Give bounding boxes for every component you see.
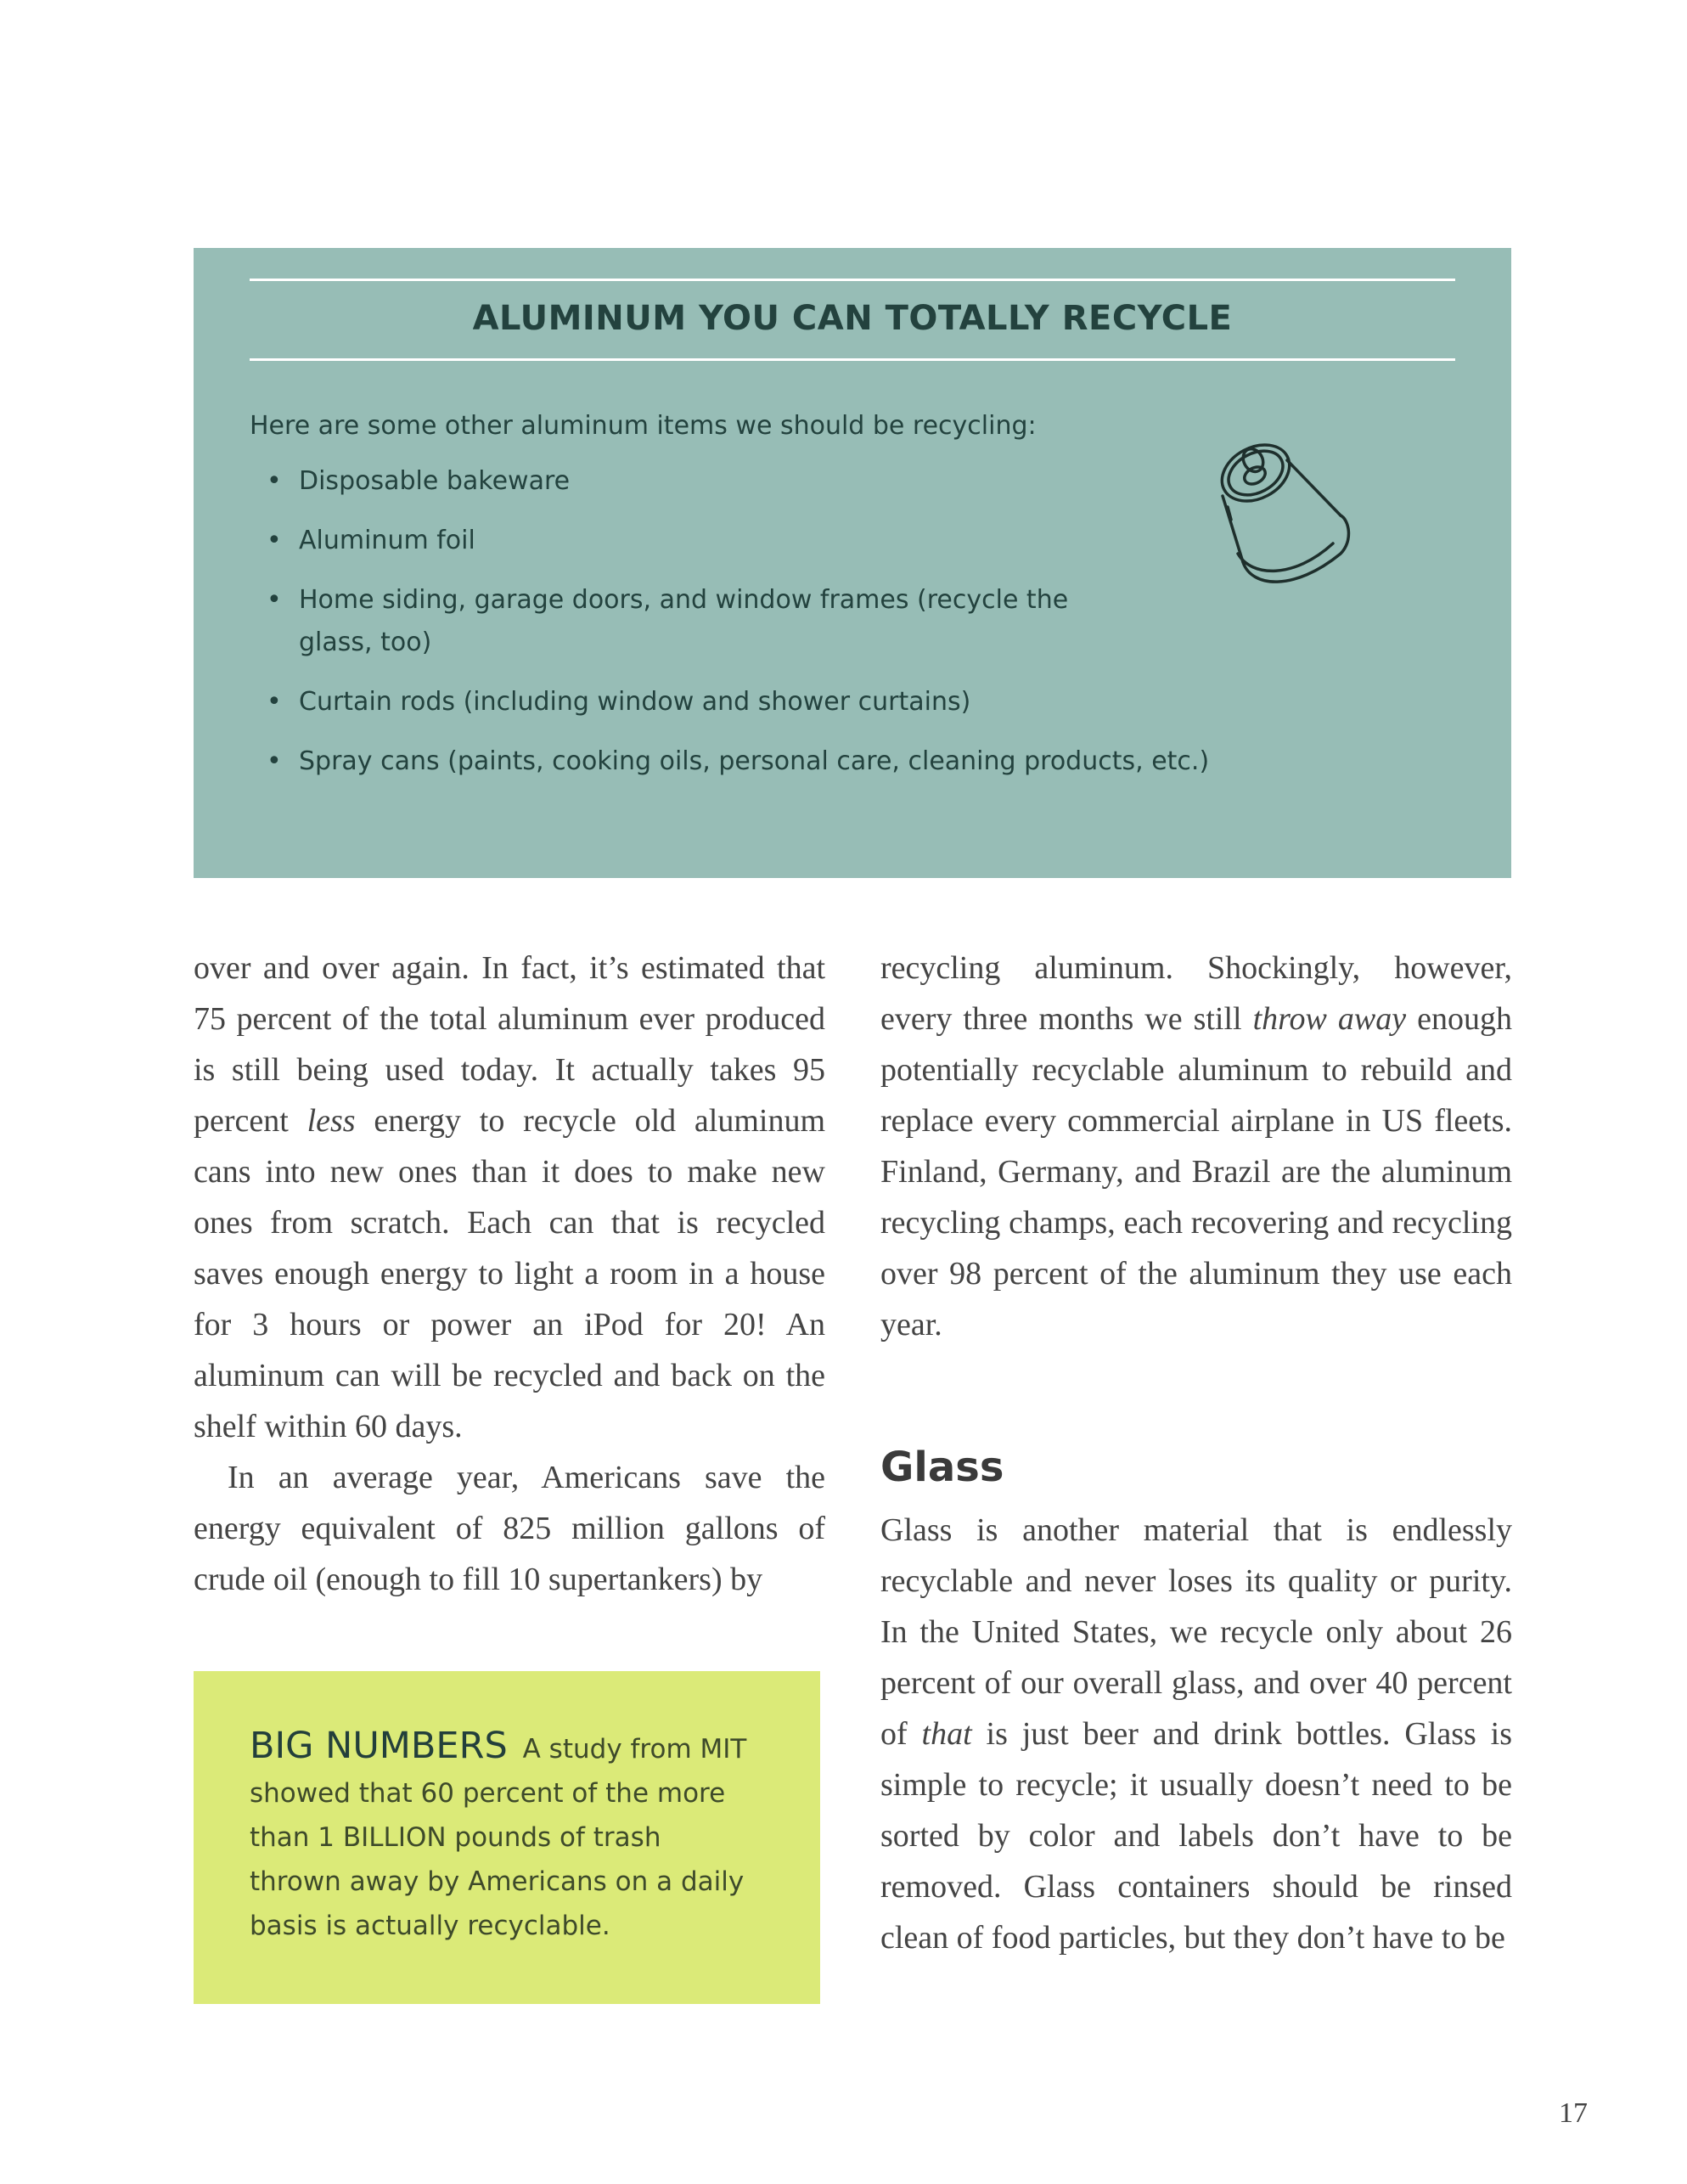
emphasis-text: that (921, 1716, 972, 1752)
callout-title: BIG NUMBERS (250, 1725, 508, 1767)
body-paragraph (194, 943, 825, 1452)
body-paragraph: In an average year, Americans save the energy equivalent of 825 million gallons of crude oil (enough to fill 10 supertankers) by (194, 1460, 825, 1597)
body-paragraph (880, 1505, 1512, 1963)
bullet: • (267, 687, 282, 717)
list-item (250, 460, 1345, 503)
left-text-column (194, 943, 825, 1605)
page-number: 17 (1559, 2097, 1588, 2129)
text-run: energy to recycle old aluminum cans into new ones than it does to make new ones from scratch. Each can that is recycled saves enough energy to light a room in a house for 3 hours or power an iPod for 20! An aluminum can will be recycled and back on the shelf within 60 days. (194, 1103, 825, 1444)
list-item (250, 520, 1345, 562)
sidebar-top-rule (250, 279, 1455, 281)
list-item (250, 681, 1345, 723)
right-text-column (880, 943, 1512, 1350)
bullet: • (267, 746, 282, 776)
glass-heading: Glass (880, 1444, 1004, 1491)
big-numbers-callout (194, 1671, 820, 2004)
bullet: • (267, 466, 282, 496)
list-item-text: Spray cans (paints, cooking oils, personal care, cleaning products, etc.) (299, 746, 1210, 776)
bullet: • (267, 585, 282, 615)
emphasis-text: throw away (1252, 1001, 1407, 1037)
text-run: over and over again. In fact, it’s estimated that 75 percent of the total aluminum ever produced is still being used today. It actually takes 95 percent (194, 950, 825, 1139)
glass-text-column (880, 1505, 1512, 1963)
list-item-text: Home siding, garage doors, and window frames (recycle the glass, too) (299, 585, 1069, 657)
sidebar-title: ALUMINUM YOU CAN TOTALLY RECYCLE (472, 299, 1233, 338)
sidebar-bottom-rule (250, 358, 1455, 361)
aluminum-items-list (250, 460, 1345, 800)
list-item-text: Disposable bakeware (299, 466, 571, 496)
list-item-text: Curtain rods (including window and shower curtains) (299, 687, 971, 717)
text-run: is just beer and drink bottles. Glass is simple to recycle; it usually doesn’t need to be sorted by color and labels don’t have to be removed. Glass containers should be rinsed clean of food particles, but they don’t have to be (880, 1716, 1512, 1956)
text-run: Glass is another material that is endlessly recyclable and never loses its quality or purity. In the United States, we recycle only about 26 percent of our overall glass, and over 40 percent of (880, 1512, 1512, 1752)
sidebar-intro: Here are some other aluminum items we should be recycling: (250, 411, 1037, 441)
callout-text: A study from MIT showed that 60 percent of the more than 1 BILLION pounds of trash thrown away by Americans on a daily basis is actually recyclable. (250, 1734, 747, 1941)
aluminum-sidebar-box (194, 248, 1511, 878)
text-run: recycling aluminum. Shockingly, however, every three months we still (880, 950, 1512, 1037)
body-paragraph (880, 943, 1512, 1350)
emphasis-text: less (306, 1103, 356, 1139)
list-item-text: Aluminum foil (299, 526, 475, 555)
list-item (250, 740, 1345, 783)
text-run: enough potentially recyclable aluminum to rebuild and replace every commercial airplane in US fleets. Finland, Germany, and Brazil are the aluminum recycling champs, each recovering and recycling over 98 percent of the aluminum they use each year. (880, 1001, 1513, 1342)
list-item (250, 579, 1148, 664)
soda-can-icon (1192, 426, 1379, 613)
bullet: • (267, 526, 282, 555)
